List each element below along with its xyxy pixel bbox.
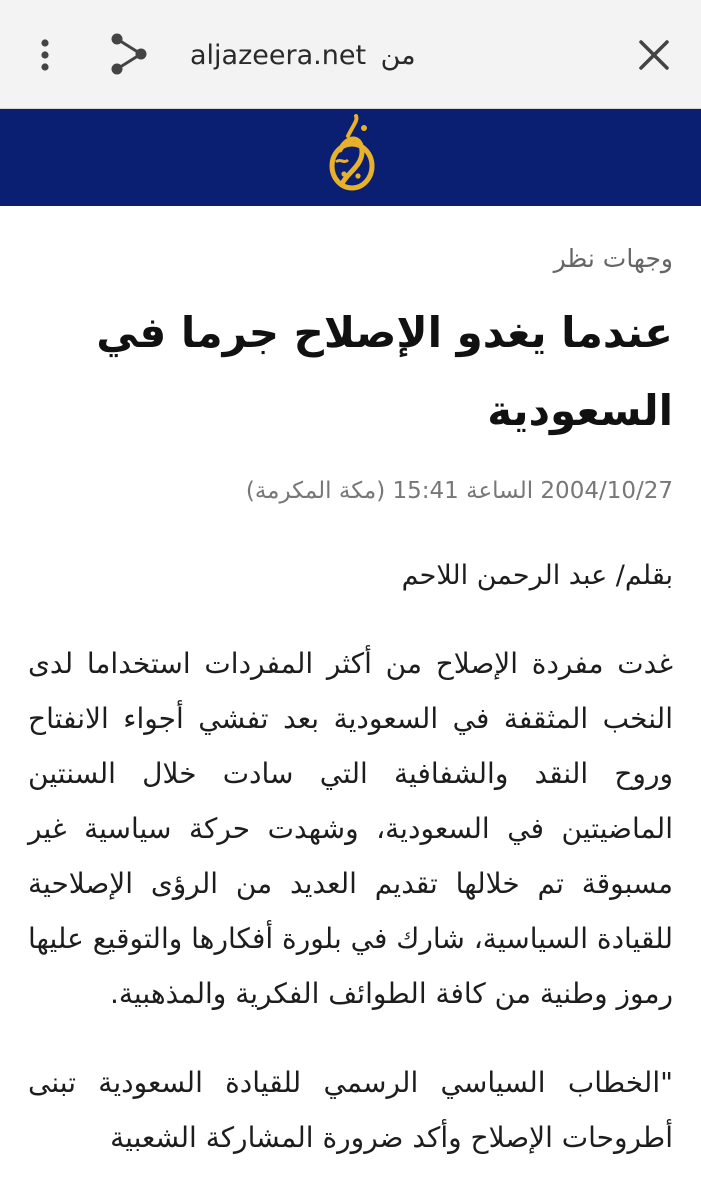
- url-prefix: من: [380, 40, 416, 71]
- close-icon[interactable]: [632, 33, 676, 77]
- source-url: [190, 36, 416, 76]
- browser-top-bar: [0, 0, 701, 109]
- article-title: عندما يغدو الإصلاح جرما في السعودية: [96, 308, 673, 435]
- article-paragraph: "الخطاب السياسي الرسمي للقيادة السعودية تبنى أطروحات الإصلاح وأكد ضرورة المشاركة الشعبية: [28, 1066, 673, 1154]
- article-content: [28, 206, 673, 1193]
- share-icon[interactable]: [106, 32, 150, 76]
- article-byline: بقلم/ عبد الرحمن اللاحم: [401, 560, 673, 591]
- article-paragraph: غدت مفردة الإصلاح من أكثر المفردات استخداما لدى النخب المثقفة في السعودية بعد تفشي أجواء الانفتاح وروح النقد والشفافية التي سادت خلال السنتين الماضيتين في السعودية، وشهدت حركة سياسية غير مسبوقة تم خلالها تقديم العديد من الرؤى الإصلاحية للقيادة السياسية، شارك في بلورة أفكارها والتوقيع عليها رموز وطنية من كافة الطوائف الفكرية والمذهبية.: [28, 647, 673, 1010]
- url-domain: aljazeera.net: [190, 40, 367, 71]
- article-dateline: 2004/10/27 الساعة 15:41 (مكة المكرمة): [245, 478, 673, 504]
- section-label[interactable]: وجهات نظر: [553, 244, 673, 273]
- more-options-icon[interactable]: [34, 38, 56, 72]
- aljazeera-logo-icon[interactable]: [318, 114, 384, 194]
